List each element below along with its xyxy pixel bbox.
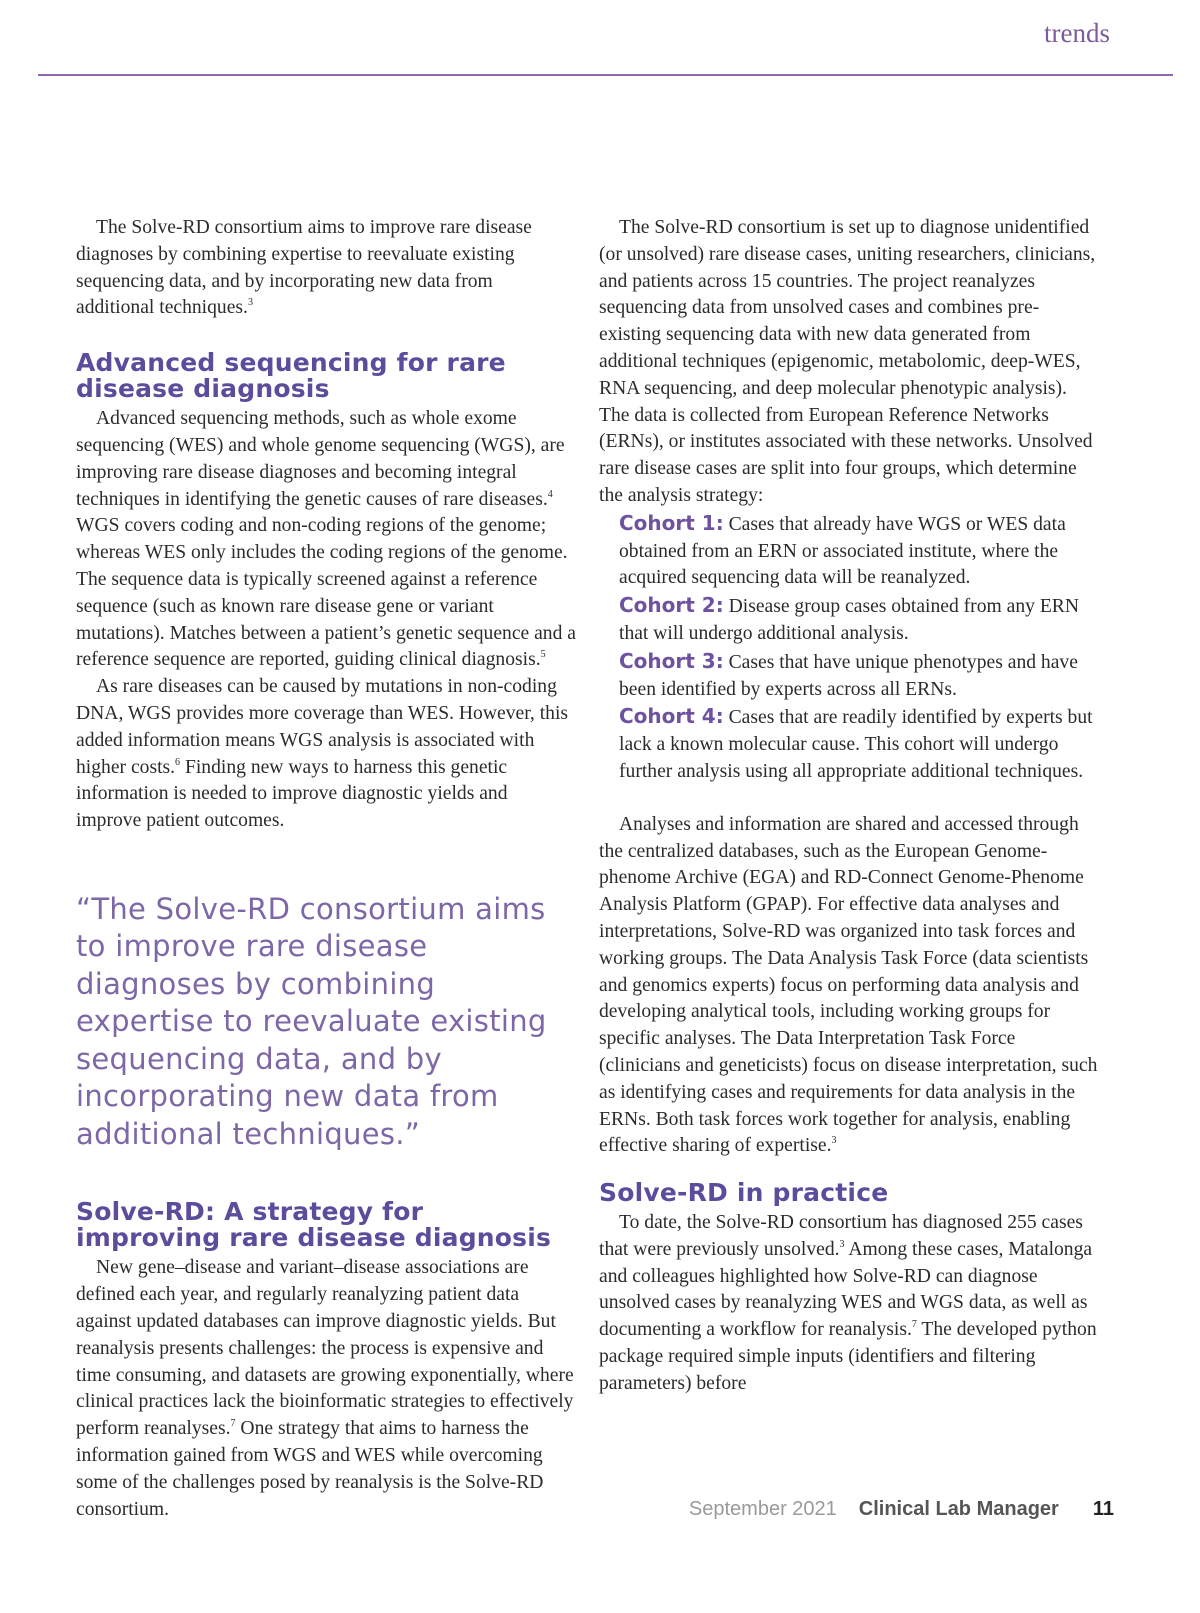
heading-solve-rd-strategy: Solve-RD: A strategy for improving rare disease diagnosis <box>76 1197 552 1253</box>
cohort-1: Cohort 1: Cases that already have WGS or WES data obtained from an ERN or associated institute, where the acquired sequencing data will be reanalyzed. <box>619 510 1066 589</box>
issue-date: September 2021 <box>688 1498 837 1520</box>
cohort-2: Cohort 2: Disease group cases obtained from any ERN that will undergo additional analysis. <box>619 593 1080 644</box>
cohort-label: Cohort 3: <box>619 648 724 673</box>
page-number: 11 <box>1092 1498 1114 1520</box>
databases-paragraph: Analyses and information are shared and accessed through the centralized databases, such as the European Genome-phenome Archive (EGA) and RD-Connect Genome-Phenome Analysis Platform (GPAP). For effective data analyses and interpretations, Solve-RD was organized into task forces and working groups. The Data Analysis Task Force (data scientists and genomics experts) focus on performing data analysis and developing analytical tools, including working groups for specific analyses. The Data Interpretation Task Force (clinicians and geneticists) focus on disease interpretation, such as identifying cases and requirements for data analysis in the ERNs. Both task forces work together for analysis, enabling effective sharing of expertise.$^3$ <box>599 813 1098 1157</box>
intro-paragraph: The Solve-RD consortium aims to improve rare disease diagnoses by combining expertise to reevaluate existing sequencing data, and by incorporating new data from additional techniques.$^3$ <box>76 217 532 319</box>
coverage-paragraph: As rare diseases can be caused by mutations in non-coding DNA, WGS provides more coverage than WES. However, this added information means WGS analysis is associated with higher costs.$^6$ Finding new ways to harness this genetic information is needed to improve diagnostic yields and improve patient outcomes. <box>76 676 569 832</box>
right-column <box>599 215 1099 1398</box>
cohort-3: Cohort 3: Cases that have unique phenotypes and have been identified by experts across all ERNs. <box>619 648 1078 700</box>
heading-in-practice: Solve-RD in practice <box>599 1178 889 1208</box>
in-practice-paragraph: To date, the Solve-RD consortium has diagnosed 255 cases that were previously unsolved.$^3$ Among these cases, Matalonga and colleagues highlighted how Solve-RD can diagnose unsolved cases by reanalyzing WES and WGS data, as well as documenting a workflow for reanalysis.$^7$ The developed python package required simple inputs (identifiers and filtering parameters) before <box>599 1212 1097 1394</box>
left-column <box>76 215 576 1523</box>
cohort-4: Cohort 4: Cases that are readily identified by experts but lack a known molecular cause. This cohort will undergo further analysis using all appropriate additional techniques. <box>619 704 1093 782</box>
consortium-paragraph: The Solve-RD consortium is set up to diagnose unidentified (or unsolved) rare disease cases, uniting researchers, clinicians, and patients across 15 countries. The project reanalyzes sequencing data from unsolved cases and combines pre-existing sequencing data with new data generated from additional techniques (epigenomic, metabolomic, deep-WES, RNA sequencing, and deep molecular phenotypic analysis). The data is collected from European Reference Networks (ERNs), or institutes associated with these networks. Unsolved rare disease cases are split into four groups, which determine the analysis strategy: <box>599 217 1096 506</box>
strategy-paragraph: New gene–disease and variant–disease associations are defined each year, and regularly reanalyzing patient data against updated databases can improve diagnostic yields. But reanalysis presents challenges: the process is expensive and time consuming, and datasets are growing exponentially, where clinical practices lack the bioinformatic strategies to effectively perform reanalyses.$^7$ One strategy that aims to harness the information gained from WGS and WES while overcoming some of the challenges posed by reanalysis is the Solve-RD consortium. <box>76 1257 574 1520</box>
heading-advanced-sequencing: Advanced sequencing for rare disease diagnosis <box>76 348 506 404</box>
cohort-label: Cohort 4: <box>619 704 724 729</box>
cohort-label: Cohort 1: <box>619 510 724 535</box>
cohort-label: Cohort 2: <box>619 593 724 618</box>
section-tag: trends <box>1044 18 1110 48</box>
page-footer <box>689 1498 1114 1521</box>
advanced-sequencing-paragraph: Advanced sequencing methods, such as whole exome sequencing (WES) and whole genome sequencing (WGS), are improving rare disease diagnoses and becoming integral techniques in identifying the genetic causes of rare diseases.$^4$ WGS covers coding and non-coding regions of the genome; whereas WES only includes the coding regions of the genome. The sequence data is typically screened against a reference sequence (such as known rare disease gene or variant mutations). Matches between a patient’s genetic sequence and a reference sequence are reported, guiding clinical diagnosis.$^5$ <box>76 408 576 671</box>
pull-quote: “The Solve-RD consortium aims to improve rare disease diagnoses by combining expertise to reevaluate existing sequencing data, and by incorporating new data from additional techniques.” <box>76 891 547 1151</box>
publication-name: Clinical Lab Manager <box>858 1498 1059 1520</box>
header-rule <box>38 74 1173 76</box>
